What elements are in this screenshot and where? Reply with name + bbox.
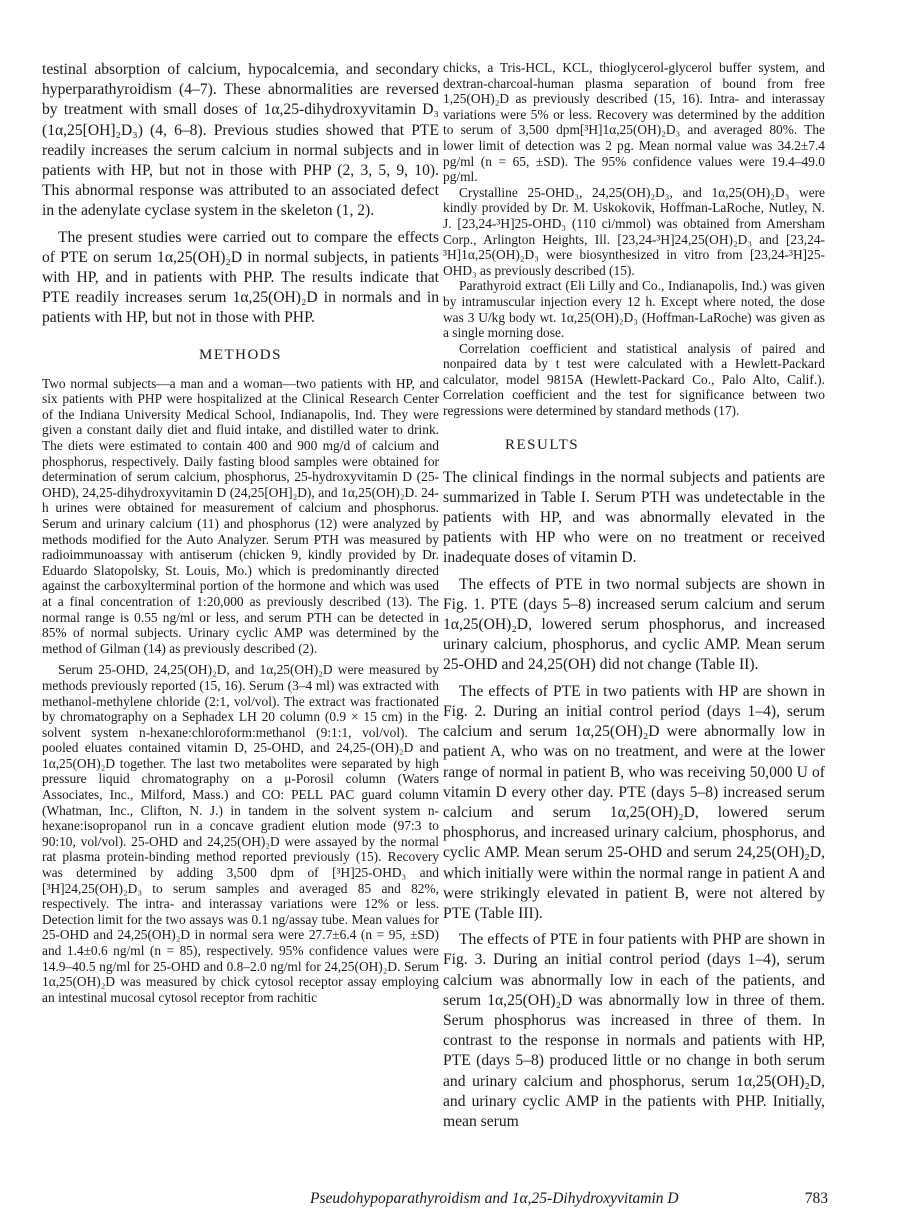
methods-paragraph-5: Parathyroid extract (Eli Lilly and Co., Indianapolis, Ind.) was given by intramuscular injection every 12 h. Except where noted, the dose was 3 U/kg body wt. 1α,25(OH)₂D₃ (Hoffman-LaRoche) was given as a single morning dose. [443,278,825,341]
methods-heading: METHODS [198,346,282,363]
results-paragraph-3: The effects of PTE in two patients with HP are shown in Fig. 2. During an initial control period (days 1–4), serum calcium and serum 1α,25(OH)₂D were abnormally low in patient A, who was on no treatment, and were at the lower range of normal in patient B, who was receiving 50,000 U of vitamin D every other day. PTE (days 5–8) increased serum calcium and serum 1α,25(OH)₂D, lowered serum phosphorus, and increased urinary calcium, phosphorus, and cyclic AMP. Mean serum 25-OHD and serum 24,25(OH)₂D, which initially were within the normal range in patient A and were strikingly elevated in patient B, were not altered by PTE (Table III). [443,682,825,922]
methods-paragraph-3: chicks, a Tris-HCL, KCL, thioglycerol-glycerol buffer system, and dextran-charcoal-human plasma separation of bound from free 1,25(OH)₂D as previously described (15, 16). Intra- and interassay variations were 5% or less. Recovery was determined by the addition to serum of 3,500 dpm[³H]1α,25(OH)₂D₃ and averaged 80%. The lower limit of detection was 2 pg. Mean normal value was 34.2±7.4 pg/ml (n = 65, ±SD). The 95% confidence values were 19.4–49.0 pg/ml. [443,60,825,185]
page-number: 783 [804,1190,828,1207]
results-paragraph-2: The effects of PTE in two normal subjects are shown in Fig. 1. PTE (days 5–8) increased serum calcium and serum 1α,25(OH)₂D, lowered serum phosphorus, and increased urinary calcium, phosphorus, and cyclic AMP. Mean serum 25-OHD and 24,25(OH) did not change (Table II). [443,575,825,674]
methods-paragraph-6: Correlation coefficient and statistical analysis of paired and nonpaired data by t test were calculated with a Hewlett-Packard calculator, model 9815A (Hewlett-Packard Co., Palo Alto, Calif.). Correlation coefficient and the test for significance between two regressions were determined by standard methods (17). [443,340,825,419]
methods-paragraph-1: Two normal subjects—a man and a woman—two patients with HP, and six patients with PHP were hospitalized at the Clinical Research Center of the Indiana University Medical School, Indianapolis, Ind. They were given a constant daily diet and fluid intake, and distilled water to drink. The diets were estimated to contain 400 and 900 mg/d of calcium and phosphorus, respectively. Daily fasting blood samples were obtained for determination of serum calcium, phosphorus, 25-hydroxyvitamin D (25-OHD), 24,25-dihydroxyvitamin D (24,25[OH]₂D), and 1α,25(OH)₂D. 24-h urines were obtained for measurement of calcium and phosphorus. Serum and urinary calcium (11) and phosphorus (12) were analyzed by methods modified for the Auto Analyzer. Serum PTH was measured by radioimmunoassay with antiserum (chicken 9, kindly provided by Dr. Eduardo Slatopolsky, St. Louis, Mo.) which is predominantly directed against the carboxylterminal portion of the hormone and which was used at a final concentration of 1:20,000 as previously described (13). The normal range is 0.55 ng/ml or less, and serum PTH can be detected in 85% of normal subjects. Urinary cyclic AMP was determined by the method of Gilman (14) as previously described (2). [42,375,439,656]
page-footer [310,1190,828,1208]
methods-paragraph-4: Crystalline 25-OHD₃, 24,25(OH)₂D₃, and 1α,25(OH)₂D₃ were kindly provided by Dr. M. Uskokovik, Hoffman-LaRoche, Nutley, N. J. [23,24-³H]25-OHD₃ (110 ci/mmol) was obtained from Amersham Corp., Arlington Heights, Ill. [23,24-³H]24,25(OH)₂D₃ and [23,24-³H]1α,25(OH)₂D₃ were biosynthesized in vitro from [23,24-³H]25-OHD₃ as previously described (15). [443,184,825,278]
running-title: Pseudohypoparathyroidism and 1α,25-Dihydroxyvitamin D [310,1190,679,1207]
left-column [42,60,439,1005]
results-paragraph-4: The effects of PTE in four patients with PHP are shown in Fig. 3. During an initial control period (days 1–4), serum calcium was abnormally low in each of the patients, and serum 1α,25(OH)₂D was abnormally low in three of them. Serum phosphorus was increased in three of them. In contrast to the response in normals and patients with HP, PTE (days 5–8) produced little or no change in both serum and urinary calcium and phosphorus, serum 1α,25(OH)₂D, and urinary cyclic AMP in the patients with PHP. Initially, mean serum [443,931,825,1130]
methods-paragraph-2: Serum 25-OHD, 24,25(OH)₂D, and 1α,25(OH)₂D were measured by methods previously reported (15, 16). Serum (3–4 ml) was extracted with methanol-methylene chloride (2:1, vol/vol). The extract was fractionated by chromatography on a Sephadex LH 20 column (0.9 × 15 cm) in the solvent system n-hexane:chloroform:methanol (9:1:1, vol/vol). The pooled eluates contained vitamin D, 25-OHD, and 24,25-(OH)₂D and 1α,25(OH)₂D together. The last two metabolites were separated by high pressure liquid chromatography on a μ-Porosil column (Waters Associates, Inc., Milford, Mass.) and CO: PELL PAC guard column (Whatman, Inc., Clifton, N. J.) in tandem in the solvent system n-hexane:isopropanol run in a concave gradient elution mode (97:3 to 90:10, vol/vol). 25-OHD and 24,25(OH)₂D were assayed by the normal rat plasma protein-binding method reported previously (15). Recovery was determined by adding 3,500 dpm of [³H]25-OHD₃ and [³H]24,25(OH)₂D₃ to serum samples and averaged 85 and 82%, respectively. The intra- and interassay variations were 12% or less. Detection limit for the two assays was 0.1 ng/assay tube. Mean values for 25-OHD and 24,25(OH)₂D in normal sera were 27.7±6.4 (n = 95, ±SD) and 1.4±0.6 ng/ml (n = 85), respectively. 95% confidence values were 14.9–40.5 ng/ml for 25-OHD and 0.8–2.0 ng/ml for 24,25(OH)₂D. Serum 1α,25(OH)₂D was measured by chick cytosol receptor assay employing an intestinal mucosal cytosol receptor from rachitic [42,662,439,1005]
intro-paragraph-1: testinal absorption of calcium, hypocalcemia, and secondary hyperparathyroidism (4–7). These abnormalities are reversed by treatment with small doses of 1α,25-dihydroxyvitamin D₃ (1α,25[OH]₂D₃) (4, 6–8). Previous studies showed that PTE readily increases the serum calcium in normal subjects and in patients with HP, but not in those with PHP (2, 3, 5, 9, 10). This abnormal response was attributed to an associated defect in the adenylate cyclase system in the skeleton (1, 2). [42,61,439,220]
intro-paragraph-2: The present studies were carried out to compare the effects of PTE on serum 1α,25(OH)₂D in normal subjects, in patients with HP, and in patients with PHP. The results indicate that PTE readily increases serum 1α,25(OH)₂D in normals and in patients with HP, but not in those with PHP. [42,228,439,327]
right-column [443,60,825,1132]
results-heading: RESULTS [505,436,580,453]
results-paragraph-1: The clinical findings in the normal subjects and patients are summarized in Table I. Serum PTH was undetectable in the patients with HP, and was abnormally elevated in the patients with HP who were on no treatment or received inadequate doses of vitamin D. [443,468,825,567]
